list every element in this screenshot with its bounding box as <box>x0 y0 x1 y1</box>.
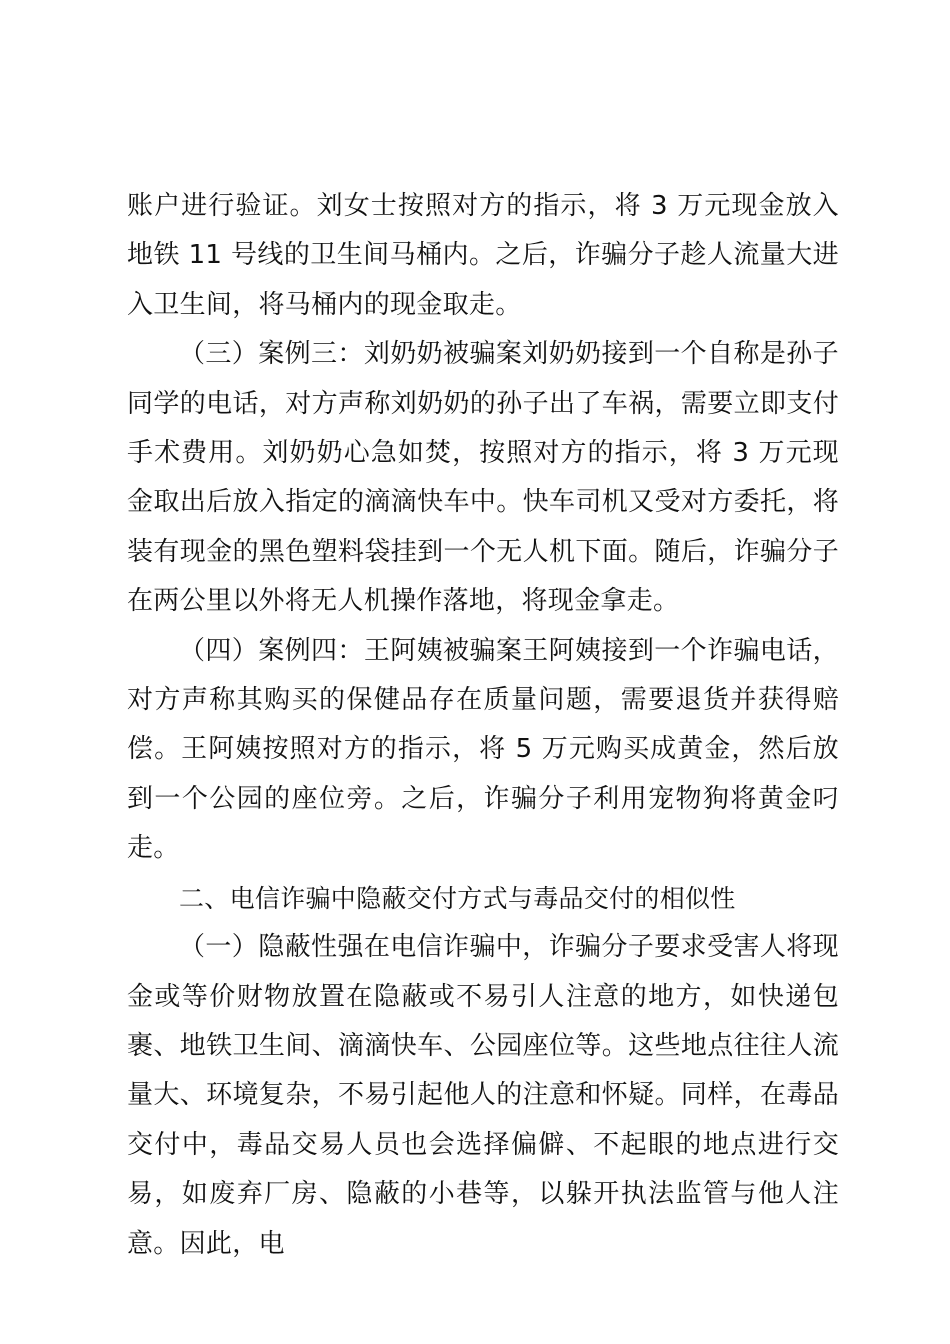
paragraph-case-three: （三）案例三：刘奶奶被骗案刘奶奶接到一个自称是孙子同学的电话，对方声称刘奶奶的孙子出了车祸，需要立即支付手术费用。刘奶奶心急如焚，按照对方的指示，将 3 万元现金取出后放入指定的滴滴快车中。快车司机又受对方委托，将装有现金的黑色塑料袋挂到一个无人机下面。随后，诈骗分子在两公里以外将无人机操作落地，将现金拿走。 <box>127 339 839 617</box>
paragraph-concealment: （一）隐蔽性强在电信诈骗中，诈骗分子要求受害人将现金或等价财物放置在隐蔽或不易引人注意的地方，如快递包裹、地铁卫生间、滴滴快车、公园座位等。这些地点往往人流量大、环境复杂，不易引起他人的注意和怀疑。同样，在毒品交付中，毒品交易人员也会选择偏僻、不起眼的地点进行交易，如废弃厂房、隐蔽的小巷等，以躲开执法监管与他人注意。因此，电 <box>127 932 839 1259</box>
paragraph-case-two-continuation: 账户进行验证。刘女士按照对方的指示，将 3 万元现金放入地铁 11 号线的卫生间马桶内。之后，诈骗分子趁人流量大进入卫生间，将马桶内的现金取走。 <box>127 191 839 320</box>
paragraph-case-four: （四）案例四：王阿姨被骗案王阿姨接到一个诈骗电话，对方声称其购买的保健品存在质量问题，需要退货并获得赔偿。王阿姨按照对方的指示，将 5 万元购买成黄金，然后放到一个公园的座位旁。之后，诈骗分子利用宠物狗将黄金叼走。 <box>127 635 839 864</box>
body-text <box>127 182 839 1269</box>
section-heading-two: 二、电信诈骗中隐蔽交付方式与毒品交付的相似性 <box>179 883 736 913</box>
